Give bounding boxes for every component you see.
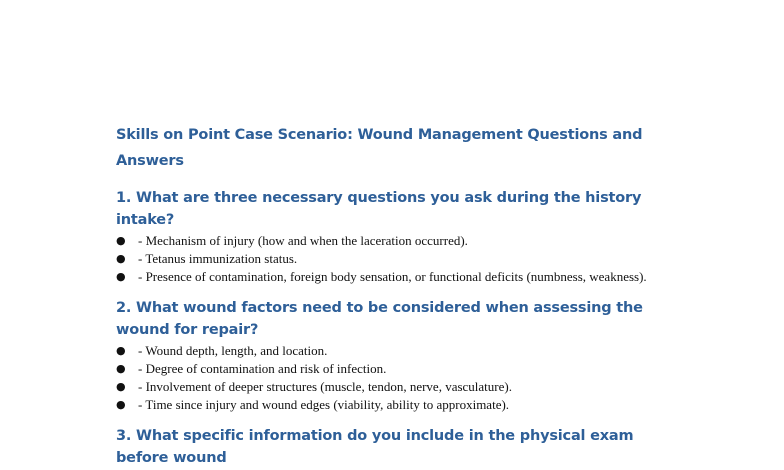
- list-item: ● - Wound depth, length, and location.: [116, 343, 328, 358]
- list-item: ● - Time since injury and wound edges (viability, ability to approximate).: [116, 397, 510, 412]
- document-title: Skills on Point Case Scenario: Wound Management Questions and Answers: [116, 127, 643, 169]
- list-item: ● - Involvement of deeper structures (muscle, tendon, nerve, vasculature).: [116, 379, 512, 394]
- question-2-answers: [116, 342, 676, 414]
- question-3-heading: 3. What specific information do you include in the physical exam before wound: [116, 428, 634, 466]
- bullet-icon: ●: [116, 398, 126, 411]
- bullet-icon: ●: [116, 362, 126, 375]
- bullet-icon: ●: [116, 270, 126, 283]
- bullet-icon: ●: [116, 234, 126, 247]
- question-1-heading: 1. What are three necessary questions you ask during the history intake?: [116, 190, 642, 228]
- list-item: ● - Presence of contamination, foreign body sensation, or functional deficits (numbness, weakness).: [116, 269, 647, 284]
- question-1-answers: [116, 232, 676, 286]
- list-item: ● - Mechanism of injury (how and when the laceration occurred).: [116, 233, 468, 248]
- bullet-icon: ●: [116, 344, 126, 357]
- list-item: ● - Degree of contamination and risk of infection.: [116, 361, 387, 376]
- bullet-icon: ●: [116, 252, 126, 265]
- list-item: ● - Tetanus immunization status.: [116, 251, 298, 266]
- question-2-heading: 2. What wound factors need to be considered when assessing the wound for repair?: [116, 300, 643, 338]
- bullet-icon: ●: [116, 380, 126, 393]
- document-body: [116, 122, 676, 470]
